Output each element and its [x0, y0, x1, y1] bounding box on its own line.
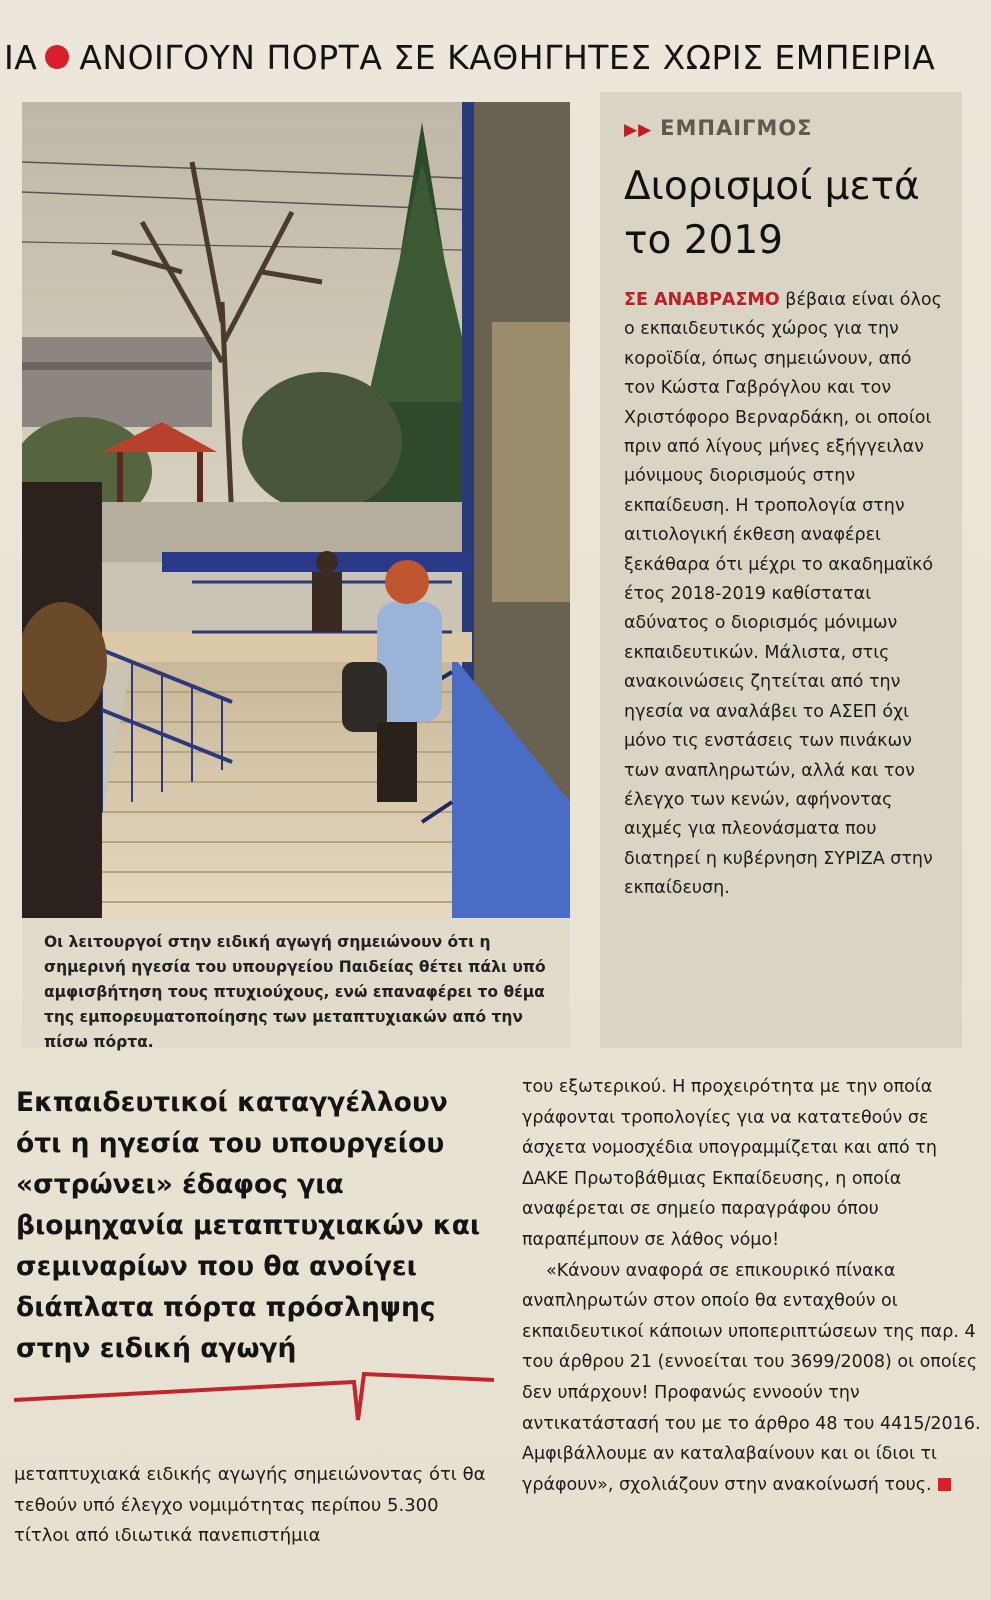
page-headline-text [4, 38, 935, 77]
page-headline [0, 30, 991, 88]
article-right-paragraph-2 [522, 1256, 987, 1501]
headline-left-fragment: ΙΑ [4, 38, 38, 77]
end-square-icon [938, 1478, 951, 1491]
red-bullet-icon [45, 45, 69, 69]
article-left-column: μεταπτυχιακά ειδικής αγωγής σημειώνοντας ότι θα τεθούν υπό έλεγχο νομιμότητας περίπου 5.300 τίτλοι από ιδιωτικά πανεπιστήμια [14, 1464, 486, 1546]
article-right-paragraph-2-text: «Κάνουν αναφορά σε επικουρικό πίνακα αναπληρωτών στον οποίο θα ενταχθούν οι εκπαιδευτικοί κάποιων υποπεριπτώσεων της παρ. 4 του άρθρου 21 (εννοείται του 3699/2008) οι οποίες δεν υπάρχουν! Προφανώς εννοούν την αντικατάστασή του με το άρθρο 48 του 4415/2016. Αμφιβάλλουμε αν καταλαβαίνουν και οι ίδιοι τι γράφουν», σχολιάζουν στην ανακοίνωσή τους. [522, 1260, 981, 1495]
photo-caption [22, 918, 570, 1051]
sidebar-title: Διορισμοί μετά το 2019 [624, 164, 920, 263]
photo-caption-text: Οι λειτουργοί στην ειδική αγωγή σημειώνουν ότι η σημερινή ηγεσία του υπουργείου Παιδείας θέτει πάλι υπό αμφισβήτηση τους πτυχιούχους, ενώ επαναφέρει το θέμα της εμπορευματοποίησης των μεταπτυχιακών από την πίσω πόρτα. [44, 933, 546, 1051]
sidebar-kicker [624, 116, 813, 140]
sidebar-kicker-text: ΕΜΠΑΙΓΜΟΣ [660, 116, 813, 140]
deck-divider-line [14, 1370, 494, 1430]
sidebar-body-text: βέβαια είναι όλος ο εκπαιδευτικός χώρος για την κοροϊδία, όπως σημειώνουν, από τον Κώστα Γαβρόγλου και τον Χριστόφορο Βερναρδάκη, οι οποίοι πριν από λίγους μήνες εξήγγειλαν μόνιμους διορισμούς στην εκπαίδευση. Η τροπολογία στην αιτιολογική έκθεση αναφέρει ξεκάθαρα ότι μέχρι το ακαδημαϊκό έτος 2018-2019 καθίσταται αδύνατος ο διορισμός μόνιμων εκπαιδευτικών. Μάλιστα, στις ανακοινώσεις ζητείται από την ηγεσία να αναλάβει το ΑΣΕΠ όχι μόνο τις ενστάσεις των πινάκων των αναπληρωτών, αλλά και τον έλεγχο των κενών, αφήνοντας αιχμές για πλεονάσματα που διατηρεί η κυβέρνηση ΣΥΡΙΖΑ στην εκπαίδευση. [624, 290, 942, 899]
double-arrow-icon: ▶▶ [624, 120, 653, 140]
sidebar-box [600, 92, 962, 1048]
news-photo [22, 102, 570, 918]
sidebar-lead: ΣΕ ΑΝΑΒΡΑΣΜΟ [624, 290, 780, 310]
article-right-column [522, 1072, 987, 1500]
school-stairs-illustration [22, 102, 570, 918]
article-right-paragraph-1: του εξωτερικού. Η προχειρότητα με την οποία γράφονται τροπολογίες για να κατατεθούν σε άσχετα νομοσχέδια υπογραμμίζεται και από τη ΔΑΚΕ Πρωτοβάθμιας Εκπαίδευσης, η οποία αναφέρεται σε σημείο παραγράφου όπου παραπέμπουν σε λάθος νόμο! [522, 1077, 937, 1250]
sidebar-body [624, 286, 946, 904]
headline-main: ΑΝΟΙΓΟΥΝ ΠΟΡΤΑ ΣΕ ΚΑΘΗΓΗΤΕΣ ΧΩΡΙΣ ΕΜΠΕΙΡΙΑ [79, 38, 936, 77]
article-deck: Εκπαιδευτικοί καταγγέλλουν ότι η ηγεσία του υπουργείου «στρώνει» έδαφος για βιομηχανία μεταπτυχιακών και σεμιναρίων που θα ανοίγει διάπλατα πόρτα πρόσληψης στην ειδική αγωγή [16, 1087, 481, 1364]
